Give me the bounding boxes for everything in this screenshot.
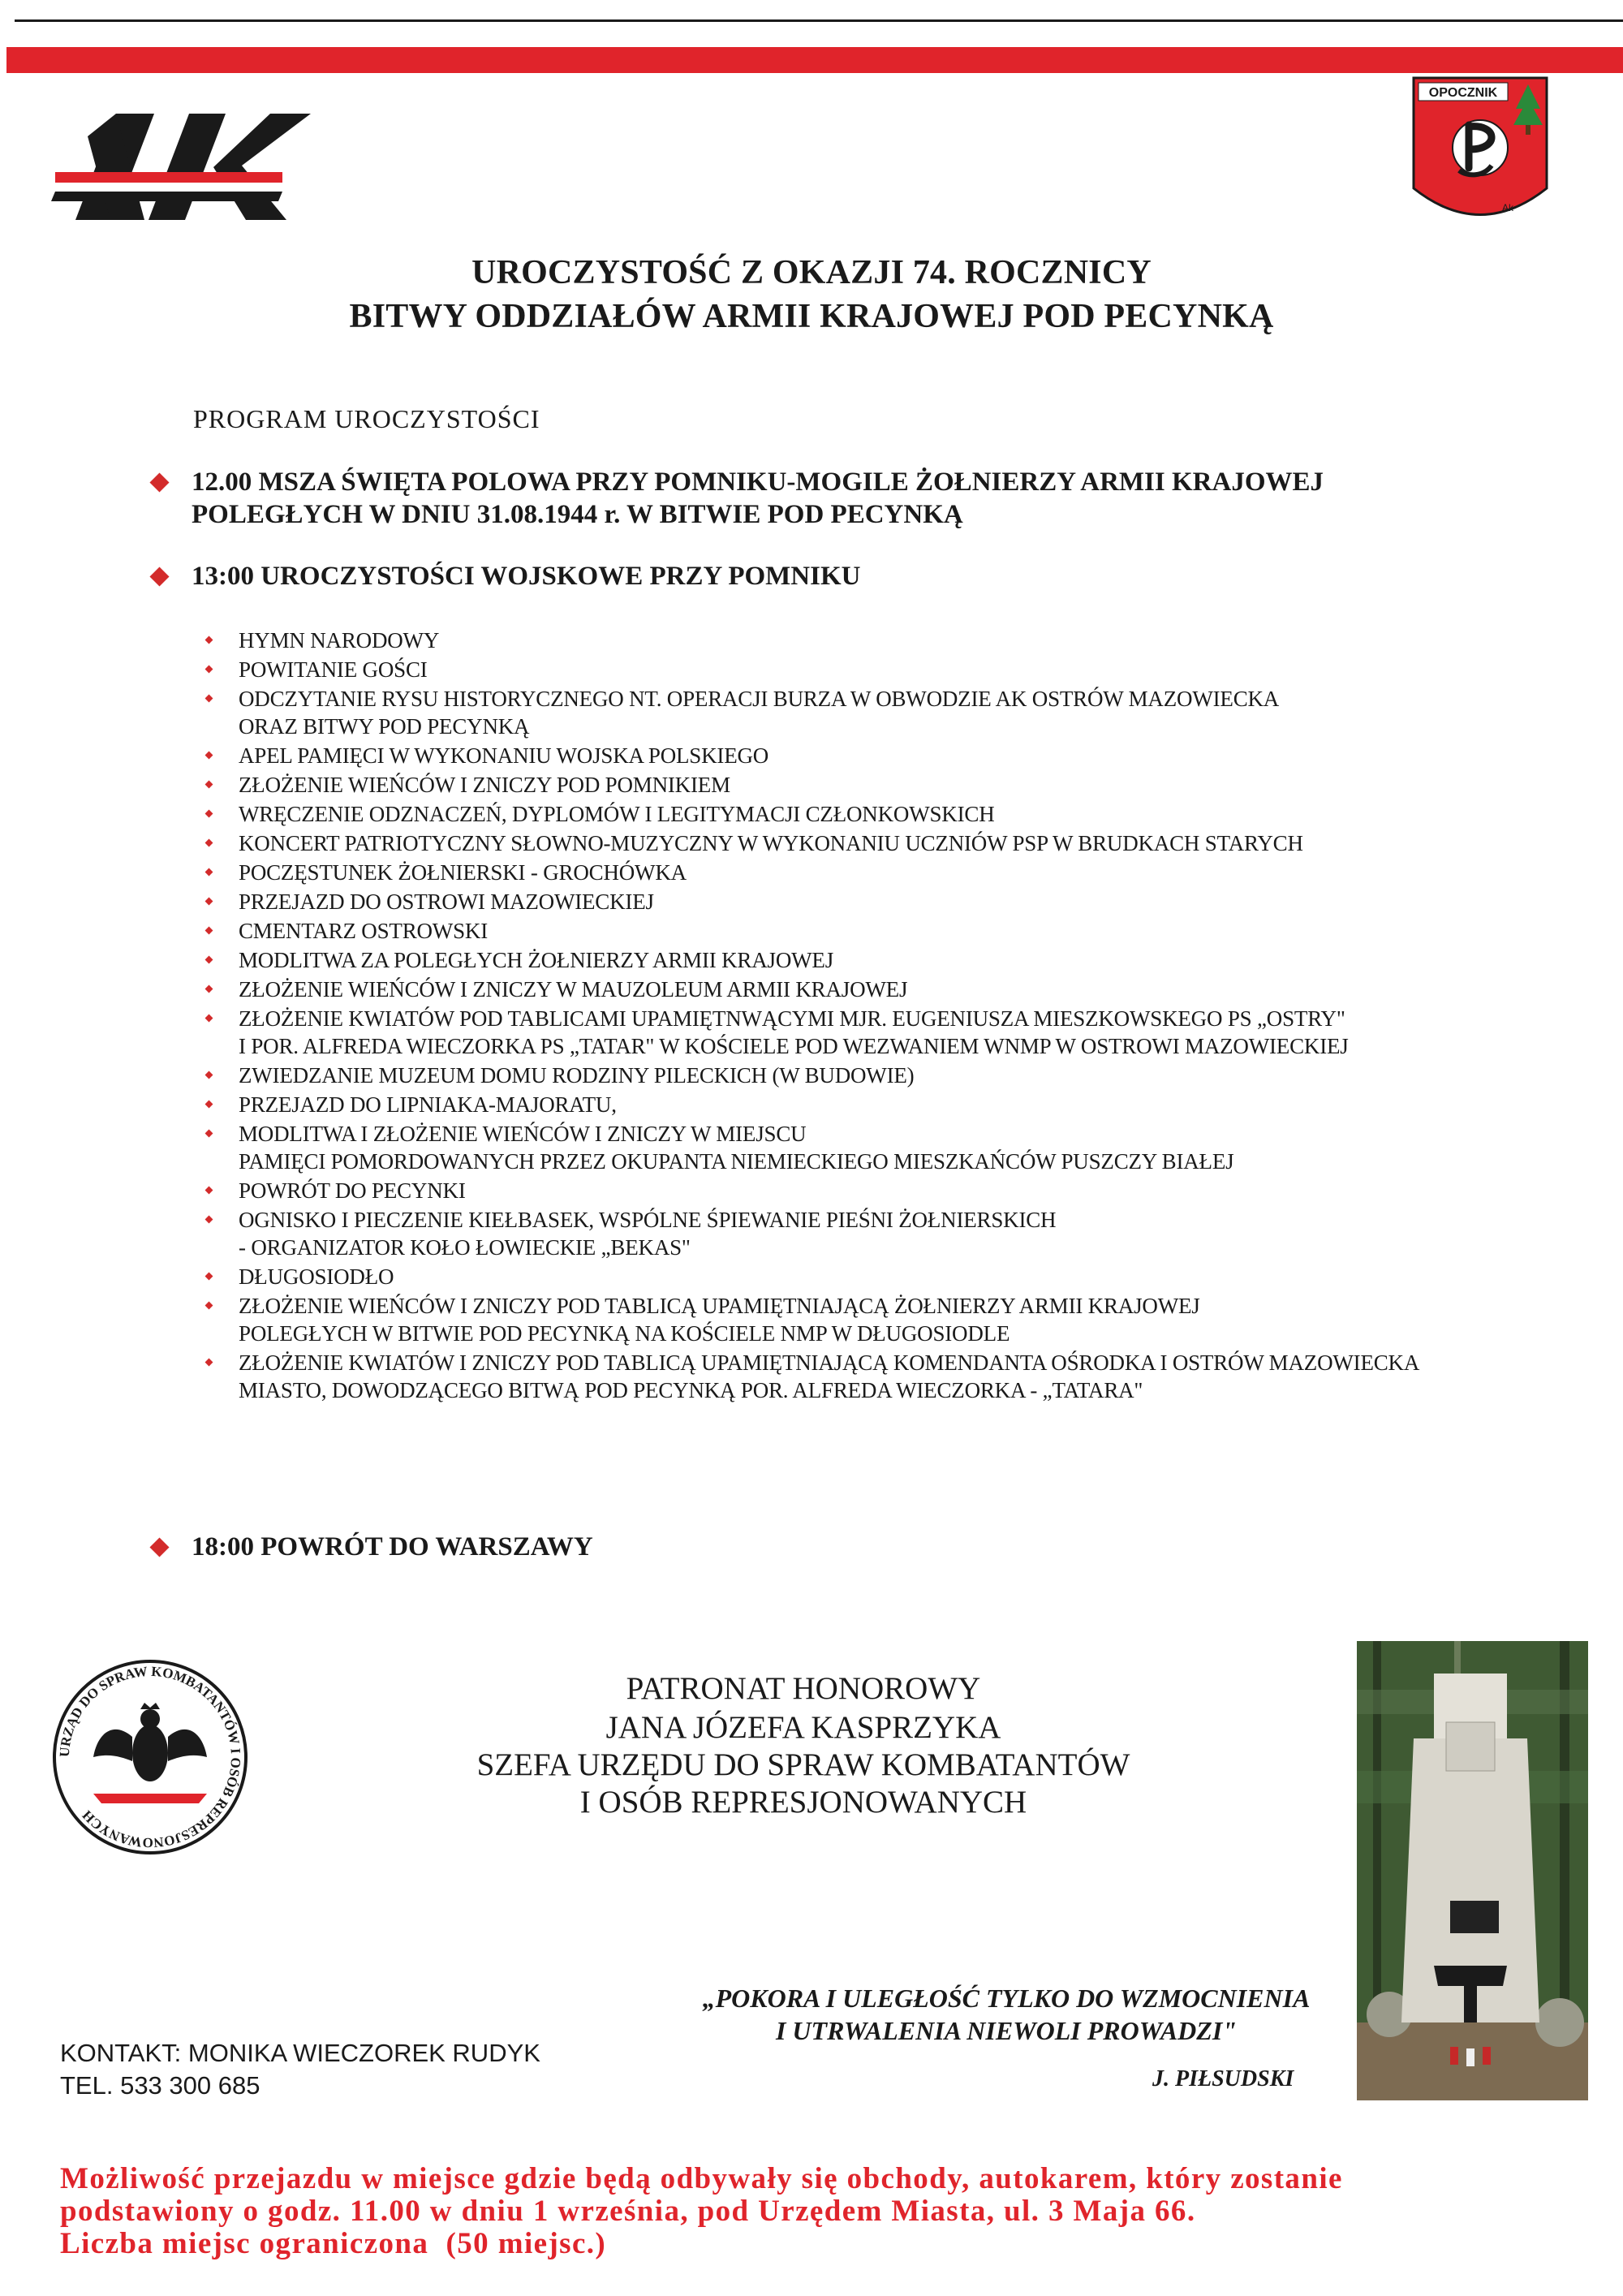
event-title-line-1: UROCZYSTOŚĆ Z OKAZJI 74. ROCZNICY [471,254,1152,291]
list-item-text: OGNISKO I PIECZENIE KIEŁBASEK, WSPÓLNE ŚPIEWANIE PIEŚNI ŻOŁNIERSKICH - ORGANIZATOR KOŁO ŁOWIECKIE „BEKAS" [239,1208,1057,1260]
program-main-item [153,560,1451,592]
list-item [203,1062,1542,1089]
list-item-text: PRZEJAZD DO OSTROWI MAZOWIECKIEJ [239,890,654,914]
diamond-bullet-icon [149,1537,169,1557]
list-item [203,1263,1542,1290]
list-item [203,1177,1542,1204]
list-item [203,859,1542,886]
quote-line-1: „POKORA I ULEGŁOŚĆ TYLKO DO WZMOCNIENIA [702,1984,1311,2013]
list-item [203,685,1542,740]
diamond-bullet-icon [205,1359,213,1367]
list-item [203,627,1542,654]
list-item-text: MODLITWA ZA POLEGŁYCH ŻOŁNIERZY ARMII KRAJOWEJ [239,948,833,972]
list-item [203,829,1542,857]
list-item [203,1091,1542,1118]
list-item [203,656,1542,683]
diamond-bullet-icon [205,1216,213,1224]
list-item-text: APEL PAMIĘCI W WYKONANIU WOJSKA POLSKIEGO [239,743,769,768]
diamond-bullet-icon [205,956,213,964]
seal-ring-text: URZĄD DO SPRAW KOMBATANTÓW I OSÓB REPRESJONOWANYCH [56,1663,244,1851]
top-rule [15,19,1623,22]
list-item-text: ZŁOŻENIE KWIATÓW POD TABLICAMI UPAMIĘTNWĄCYMI MJR. EUGENIUSZA MIESZKOWSKEGO PS „OSTRY" I POR. ALFREDA WIECZORKA PS „TATAR" W KOŚCIELE POD WEZWANIEM WNMP W OSTROWI MAZOWIECKIEJ [239,1006,1349,1058]
diamond-bullet-icon [205,636,213,644]
transport-notice-line-3: Liczba miejsc ograniczona (50 miejsc.) [60,2227,607,2260]
opocznik-crest-logo [1410,75,1550,239]
list-item [203,1206,1542,1261]
program-main-item-text: 12.00 MSZA ŚWIĘTA POLOWA PRZY POMNIKU-MOGILE ŻOŁNIERZY ARMII KRAJOWEJ POLEGŁYCH W DNIU 31.08.1944 r. W BITWIE POD PECYNKĄ [192,467,1324,529]
list-item [203,800,1542,828]
diamond-bullet-icon [205,1302,213,1310]
transport-notice-line-1: Możliwość przejazdu w miejsce gdzie będą odbywały się obchody, autokarem, który zostanie [60,2162,1343,2195]
list-item-text: ZŁOŻENIE KWIATÓW I ZNICZY POD TABLICĄ UPAMIĘTNIAJĄCĄ KOMENDANTA OŚRODKA I OSTRÓW MAZOWIECKA MIASTO, DOWODZĄCEGO BITWĄ POD PECYNKĄ POR. ALFREDA WIECZORKA - „TATARA" [239,1350,1420,1402]
diamond-bullet-icon [205,927,213,935]
ak-logo [39,112,315,222]
program-main-item [153,1531,1451,1563]
list-item-text: MODLITWA I ZŁOŻENIE WIEŃCÓW I ZNICZY W MIEJSCU PAMIĘCI POMORDOWANYCH PRZEZ OKUPANTA NIEMIECKIEGO MIESZKAŃCÓW PUSZCZY BIAŁEJ [239,1122,1234,1174]
program-sub-list [203,627,1542,1406]
list-item [203,1120,1542,1175]
diamond-bullet-icon [205,810,213,818]
list-item-text: ZŁOŻENIE WIEŃCÓW I ZNICZY POD TABLICĄ UPAMIĘTNIAJĄCĄ ŻOŁNIERZY ARMII KRAJOWEJ POLEGŁYCH W BITWIE POD PECYNKĄ NA KOŚCIELE NMP W DŁUGOSIODLE [239,1294,1200,1346]
list-item [203,1349,1542,1404]
list-item [203,771,1542,799]
list-item [203,742,1542,769]
list-item-text: DŁUGOSIODŁO [239,1264,394,1289]
diamond-bullet-icon [205,666,213,674]
program-main-item-text: 18:00 POWRÓT DO WARSZAWY [192,1532,593,1562]
list-item-text: ODCZYTANIE RYSU HISTORYCZNEGO NT. OPERACJI BURZA W OBWODZIE AK OSTRÓW MAZOWIECKA ORAZ BITWY POD PECYNKĄ [239,687,1280,739]
list-item-text: POWRÓT DO PECYNKI [239,1178,466,1203]
diamond-bullet-icon [205,898,213,906]
contact-name: KONTAKT: MONIKA WIECZOREK RUDYK [60,2039,540,2067]
list-item-text: CMENTARZ OSTROWSKI [239,919,488,943]
red-header-band [6,47,1623,73]
list-item-text: ZWIEDZANIE MUZEUM DOMU RODZINY PILECKICH (W BUDOWIE) [239,1063,915,1088]
diamond-bullet-icon [205,1071,213,1079]
patronage-line-1: PATRONAT HONOROWY [626,1671,981,1706]
diamond-bullet-icon [205,868,213,877]
diamond-bullet-icon [205,1101,213,1109]
program-heading: PROGRAM UROCZYSTOŚCI [193,404,540,433]
diamond-bullet-icon [205,781,213,789]
list-item-text: WRĘCZENIE ODZNACZEŃ, DYPLOMÓW I LEGITYMACJI CZŁONKOWSKICH [239,802,995,826]
diamond-bullet-icon [205,1014,213,1023]
diamond-bullet-icon [205,839,213,847]
quote-author: J. PIŁSUDSKI [1152,2066,1294,2091]
diamond-bullet-icon [205,1130,213,1138]
program-main-item-text: 13:00 UROCZYSTOŚCI WOJSKOWE PRZY POMNIKU [192,562,861,591]
list-item-text: PRZEJAZD DO LIPNIAKA-MAJORATU, [239,1092,617,1117]
list-item [203,946,1542,974]
patronage-line-2: JANA JÓZEFA KASPRZYKA [605,1710,1001,1745]
list-item-text: KONCERT PATRIOTYCZNY SŁOWNO-MUZYCZNY W WYKONANIU UCZNIÓW PSP W BRUDKACH STARYCH [239,831,1303,855]
list-item-text: POCZĘSTUNEK ŻOŁNIERSKI - GROCHÓWKA [239,860,687,885]
list-item [203,1292,1542,1347]
list-item [203,888,1542,915]
diamond-bullet-icon [149,566,169,586]
diamond-bullet-icon [149,472,169,492]
contact-phone: TEL. 533 300 685 [60,2071,260,2100]
list-item [203,1005,1542,1060]
list-item-text: POWITANIE GOŚCI [239,657,428,682]
diamond-bullet-icon [205,985,213,993]
transport-notice-line-2: podstawiony o godz. 11.00 w dniu 1 września, pod Urzędem Miasta, ul. 3 Maja 66. [60,2195,1196,2228]
program-main-item [153,466,1451,531]
list-item-text: ZŁOŻENIE WIEŃCÓW I ZNICZY W MAUZOLEUM ARMII KRAJOWEJ [239,977,908,1002]
opocznik-label: OPOCZNIK [1428,86,1498,100]
office-seal-logo [49,1656,252,1859]
patronage-line-3: SZEFA URZĘDU DO SPRAW KOMBATANTÓW [476,1747,1130,1782]
diamond-bullet-icon [205,1273,213,1281]
list-item-text: ZŁOŻENIE WIEŃCÓW I ZNICZY POD POMNIKIEM [239,773,730,797]
diamond-bullet-icon [205,695,213,703]
list-item-text: HYMN NARODOWY [239,628,440,653]
diamond-bullet-icon [205,1187,213,1195]
list-item [203,917,1542,945]
patronage-line-4: I OSÓB REPRESJONOWANYCH [579,1785,1027,1820]
diamond-bullet-icon [205,752,213,760]
list-item [203,976,1542,1003]
event-title-line-2: BITWY ODDZIAŁÓW ARMII KRAJOWEJ POD PECYNKĄ [349,298,1274,335]
opocznik-sub-label: Ak [1501,202,1514,213]
quote-line-2: I UTRWALENIA NIEWOLI PROWADZI" [775,2016,1238,2045]
